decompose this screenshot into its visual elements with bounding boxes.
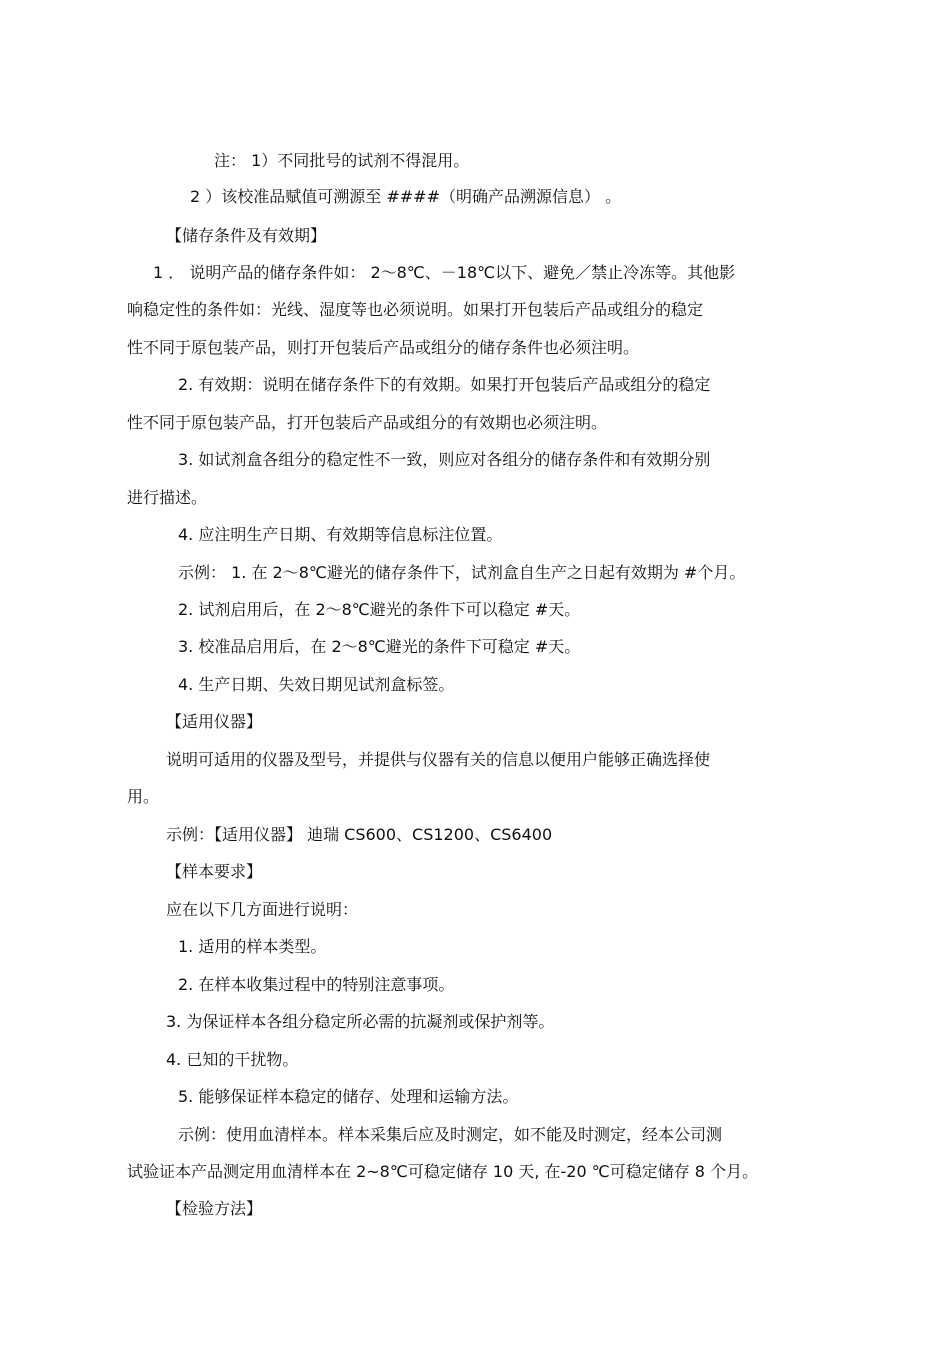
example-line: 示例：【适用仪器】 迪瑞 CS600、CS1200、CS6400 — [166, 825, 553, 844]
paragraph-line: 性不同于原包装产品，则打开包装后产品或组分的储存条件也必须注明。 — [127, 338, 640, 357]
example-line: 试验证本产品测定用血清样本在 2~8℃可稳定储存 10 天, 在-20 ℃可稳定储存 8 个月。 — [127, 1162, 759, 1181]
section-heading-method: 【检验方法】 — [166, 1199, 263, 1218]
paragraph-line: 4. 应注明生产日期、有效期等信息标注位置。 — [178, 525, 503, 544]
list-item: 5. 能够保证样本稳定的储存、处理和运输方法。 — [178, 1087, 519, 1106]
section-heading-storage: 【储存条件及有效期】 — [166, 226, 327, 245]
paragraph-line: 1 ． 说明产品的储存条件如： 2～8℃、－18℃以下、避免／禁止冷冻等。其他影 — [153, 263, 736, 282]
example-line: 3. 校准品启用后，在 2～8℃避光的条件下可稳定 #天。 — [178, 637, 581, 656]
note-1: 注： 1）不同批号的试剂不得混用。 — [214, 151, 470, 170]
paragraph-line: 用。 — [127, 787, 160, 806]
section-heading-instruments: 【适用仪器】 — [166, 712, 263, 731]
paragraph-line: 3. 如试剂盒各组分的稳定性不一致，则应对各组分的储存条件和有效期分别 — [178, 450, 711, 469]
paragraph-line: 性不同于原包装产品，打开包装后产品或组分的有效期也必须注明。 — [127, 413, 608, 432]
list-item: 3. 为保证样本各组分稳定所必需的抗凝剂或保护剂等。 — [166, 1012, 555, 1031]
paragraph-line: 进行描述。 — [127, 488, 208, 507]
list-item: 4. 已知的干扰物。 — [166, 1050, 299, 1069]
example-line: 2. 试剂启用后，在 2～8℃避光的条件下可以稳定 #天。 — [178, 600, 581, 619]
section-heading-sample: 【样本要求】 — [166, 862, 263, 881]
example-line: 示例： 1. 在 2～8℃避光的储存条件下，试剂盒自生产之日起有效期为 #个月。 — [178, 563, 746, 582]
note-2: 2 ）该校准品赋值可溯源至 ####（明确产品溯源信息） 。 — [190, 187, 622, 206]
paragraph-line: 说明可适用的仪器及型号，并提供与仪器有关的信息以便用户能够正确选择使 — [166, 750, 711, 769]
list-item: 2. 在样本收集过程中的特别注意事项。 — [178, 975, 455, 994]
paragraph-line: 响稳定性的条件如：光线、湿度等也必须说明。如果打开包装后产品或组分的稳定 — [127, 300, 704, 319]
paragraph-line: 应在以下几方面进行说明： — [166, 900, 359, 919]
example-line: 4. 生产日期、失效日期见试剂盒标签。 — [178, 675, 455, 694]
example-line: 示例：使用血清样本。样本采集后应及时测定，如不能及时测定，经本公司测 — [178, 1125, 723, 1144]
list-item: 1. 适用的样本类型。 — [178, 937, 327, 956]
paragraph-line: 2. 有效期：说明在储存条件下的有效期。如果打开包装后产品或组分的稳定 — [178, 375, 711, 394]
